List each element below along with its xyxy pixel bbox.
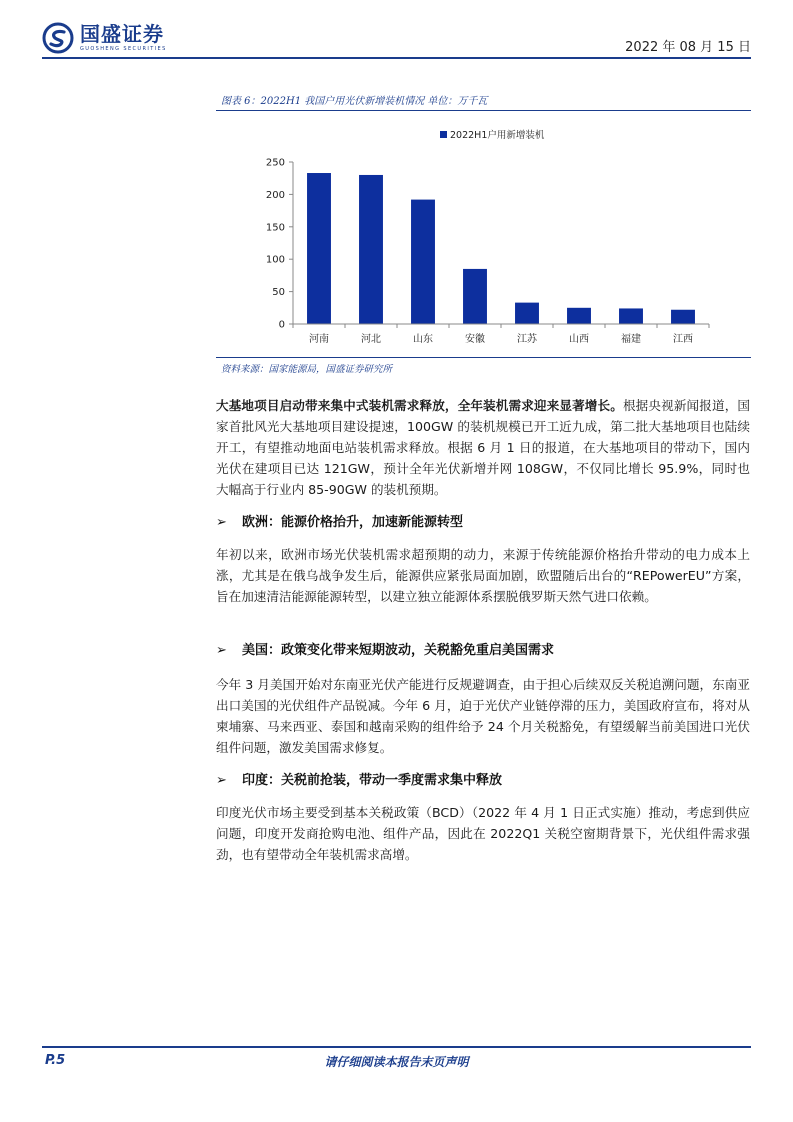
section-title-europe: 欧洲：能源价格抬升，加速新能源转型	[242, 515, 464, 530]
x-tick-label: 江苏	[517, 334, 537, 345]
bullet-arrow-icon: ➢	[216, 643, 227, 658]
section-title-usa: 美国：政策变化带来短期波动，关税豁免重启美国需求	[242, 643, 555, 658]
section-heading-india	[216, 769, 750, 788]
x-tick-label: 安徽	[465, 334, 485, 345]
x-tick-label: 河南	[309, 334, 329, 345]
bar-安徽	[463, 269, 487, 324]
section-heading-europe	[216, 511, 750, 530]
x-tick-label: 山东	[413, 334, 433, 345]
bullet-arrow-icon: ➢	[216, 515, 227, 530]
legend-label: 2022H1户用新增装机	[450, 130, 545, 141]
y-tick-label: 0	[278, 319, 285, 331]
figure-caption: 图表 6：2022H1 我国户用光伏新增装机情况 单位：万千瓦	[221, 96, 488, 107]
header-divider	[42, 57, 751, 59]
x-tick-label: 江西	[673, 334, 693, 345]
figure-bottom-rule	[216, 357, 751, 358]
section-title-india: 印度：关税前抢装，带动一季度需求集中释放	[242, 773, 503, 788]
paragraph-domestic	[216, 395, 750, 500]
bar-江苏	[515, 303, 539, 324]
paragraph-domestic-body: 根据央视新闻报道，国家首批风光大基地项目建设提速，100GW 的装机规模已开工近九成，第二批大基地项目也陆续开工，有望推动地面电站装机需求释放。根据 6 月 1 日的报道，在大基地项目的带动下，国内光伏在建项目已达 121GW，预计全年光伏新增并网 108GW，不仅同比增长 95.9%，同时也大幅高于行业内 85-90GW 的装机预期。	[216, 398, 751, 497]
bar-福建	[619, 308, 643, 324]
bar-山西	[567, 308, 591, 324]
y-tick-label: 250	[265, 157, 285, 169]
x-tick-label: 福建	[621, 334, 641, 345]
y-tick-label: 200	[265, 189, 285, 201]
page-number: P.5	[45, 1053, 66, 1068]
x-axis	[293, 324, 709, 345]
bar-山东	[411, 200, 435, 324]
legend-swatch	[440, 131, 447, 138]
bullet-arrow-icon: ➢	[216, 773, 227, 788]
bar-河南	[307, 173, 331, 324]
logo-name-cn: 国盛证券	[80, 22, 164, 46]
x-tick-label: 河北	[361, 334, 381, 345]
x-tick-label: 山西	[569, 334, 589, 345]
figure-top-rule	[216, 110, 751, 111]
section-heading-usa	[216, 639, 750, 658]
bar-河北	[359, 175, 383, 324]
report-date: 2022 年 08 月 15 日	[625, 40, 751, 55]
logo-name-en: GUOSHENG SECURITIES	[80, 46, 167, 52]
disclaimer-note: 请仔细阅读本报告末页声明	[324, 1055, 469, 1069]
y-tick-label: 150	[265, 222, 285, 234]
paragraph-europe: 年初以来，欧洲市场光伏装机需求超预期的动力，来源于传统能源价格抬升带动的电力成本上涨，尤其是在俄乌战争发生后，能源供应紧张局面加剧，欧盟随后出台的“REPowerEU”方案，旨在加速清洁能源能源转型，以建立独立能源体系摆脱俄罗斯天然气进口依赖。	[216, 547, 750, 604]
paragraph-domestic-lead: 大基地项目启动带来集中式装机需求释放，全年装机需求迎来显著增长。	[216, 398, 623, 413]
company-logo	[42, 22, 167, 54]
y-axis	[266, 158, 293, 331]
paragraph-india: 印度光伏市场主要受到基本关税政策（BCD）（2022 年 4 月 1 日正式实施）推动，考虑到供应问题，印度开发商抢购电池、组件产品，因此在 2022Q1 关税空窗期背景下，光伏组件需求强劲，也有望带动全年装机需求高增。	[216, 805, 750, 862]
bar-江西	[671, 310, 695, 324]
guosheng-logo-icon	[42, 22, 74, 54]
y-tick-label: 50	[272, 287, 285, 299]
chart-legend	[440, 129, 545, 141]
figure-source: 资料来源：国家能源局，国盛证券研究所	[221, 364, 393, 375]
paragraph-usa: 今年 3 月美国开始对东南亚光伏产能进行反规避调查，由于担心后续双反关税追溯问题，东南亚出口美国的光伏组件产品锐减。今年 6 月，迫于光伏产业链停滞的压力，美国政府宣布，将对从柬埔寨、马来西亚、泰国和越南采购的组件给予 24 个月关税豁免，有望缓解当前美国进口光伏组件问题，激发美国需求修复。	[216, 677, 750, 755]
y-tick-label: 100	[265, 254, 285, 266]
installation-bar-chart	[216, 114, 751, 354]
bar-series	[307, 173, 695, 324]
footer-divider	[42, 1046, 751, 1048]
